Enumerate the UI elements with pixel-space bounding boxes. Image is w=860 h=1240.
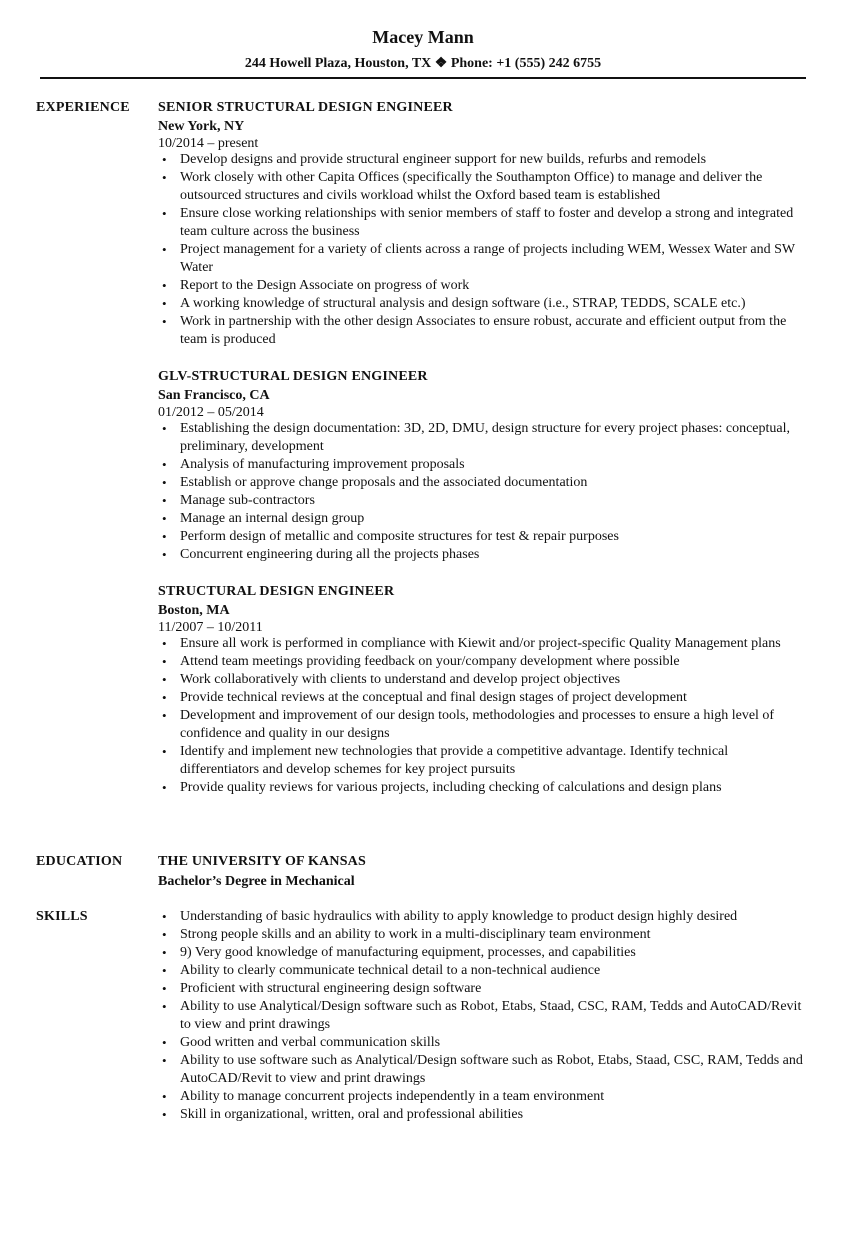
bullet-item: • Develop designs and provide structural engineer support for new builds, refurbs and remodels <box>158 151 810 169</box>
bullet-item: • Report to the Design Associate on progress of work <box>158 277 810 295</box>
resume-header <box>0 24 846 73</box>
bullet-item: • A working knowledge of structural analysis and design software (i.e., STRAP, TEDDS, SCALE etc.) <box>158 295 810 313</box>
skills-list <box>158 908 810 1124</box>
bullet-item: • Analysis of manufacturing improvement proposals <box>158 456 810 474</box>
skill-item: • Understanding of basic hydraulics with ability to apply knowledge to product design highly desired <box>158 908 810 926</box>
skill-item: • 9) Very good knowledge of manufacturing equipment, processes, and capabilities <box>158 944 810 962</box>
skill-item: • Ability to use Analytical/Design software such as Robot, Etabs, Staad, CSC, RAM, Tedds and AutoCAD/Revit to view and print drawings <box>158 998 810 1034</box>
job-bullets <box>158 635 810 797</box>
school-name: THE UNIVERSITY OF KANSAS <box>158 854 366 869</box>
bullet-item: • Concurrent engineering during all the projects phases <box>158 546 810 564</box>
bullet-item: • Establish or approve change proposals and the associated documentation <box>158 474 810 492</box>
skill-item: • Proficient with structural engineering design software <box>158 980 810 998</box>
job-dates: 11/2007 – 10/2011 <box>158 620 263 635</box>
skill-item: • Skill in organizational, written, oral and professional abilities <box>158 1106 810 1124</box>
candidate-name: Macey Mann <box>372 27 474 47</box>
contact-line: 244 Howell Plaza, Houston, TX ❖ Phone: +1 (555) 242 6755 <box>244 56 602 71</box>
job-location: New York, NY <box>158 119 245 134</box>
job-title: GLV-STRUCTURAL DESIGN ENGINEER <box>158 369 428 384</box>
bullet-item: • Work in partnership with the other design Associates to ensure robust, accurate and efficient output from the team is produced <box>158 313 810 349</box>
job-entry <box>158 368 810 564</box>
job-dates: 10/2014 – present <box>158 136 259 151</box>
bullet-item: • Perform design of metallic and composite structures for test & repair purposes <box>158 528 810 546</box>
job-location: Boston, MA <box>158 603 230 618</box>
skill-item: • Ability to manage concurrent projects independently in a team environment <box>158 1088 810 1106</box>
section-label-experience: EXPERIENCE <box>36 100 130 115</box>
bullet-item: • Manage sub-contractors <box>158 492 810 510</box>
bullet-item: • Provide technical reviews at the conceptual and final design stages of project development <box>158 689 810 707</box>
bullet-item: • Attend team meetings providing feedback on your/company development where possible <box>158 653 810 671</box>
section-label-education: EDUCATION <box>36 854 123 869</box>
job-dates: 01/2012 – 05/2014 <box>158 405 264 420</box>
bullet-item: • Development and improvement of our design tools, methodologies and processes to ensure a high level of confidence and quality in our designs <box>158 707 810 743</box>
skill-item: • Strong people skills and an ability to work in a multi-disciplinary team environment <box>158 926 810 944</box>
job-entry <box>158 583 810 797</box>
skill-item: • Good written and verbal communication skills <box>158 1034 810 1052</box>
job-location: San Francisco, CA <box>158 388 270 403</box>
bullet-item: • Identify and implement new technologies that provide a competitive advantage. Identify technical differentiators and develop schemes for key project pursuits <box>158 743 810 779</box>
header-divider <box>40 77 806 79</box>
skills-body <box>158 908 810 1124</box>
skill-item: • Ability to use software such as Analytical/Design software such as Robot, Etabs, Staad, CSC, RAM, Tedds and AutoCAD/Revit to view and print drawings <box>158 1052 810 1088</box>
experience-body <box>158 99 810 816</box>
bullet-item: • Ensure all work is performed in compliance with Kiewit and/or project-specific Quality Management plans <box>158 635 810 653</box>
skill-item: • Ability to clearly communicate technical detail to a non-technical audience <box>158 962 810 980</box>
section-label-skills: SKILLS <box>36 909 88 924</box>
bullet-item: • Ensure close working relationships with senior members of staff to foster and develop a strong and integrated team culture across the business <box>158 205 810 241</box>
bullet-item: • Provide quality reviews for various projects, including checking of calculations and design plans <box>158 779 810 797</box>
job-bullets <box>158 420 810 564</box>
bullet-item: • Project management for a variety of clients across a range of projects including WEM, Wessex Water and SW Water <box>158 241 810 277</box>
job-title: STRUCTURAL DESIGN ENGINEER <box>158 584 395 599</box>
job-title: SENIOR STRUCTURAL DESIGN ENGINEER <box>158 100 453 115</box>
degree: Bachelor’s Degree in Mechanical <box>158 874 355 889</box>
job-bullets <box>158 151 810 349</box>
bullet-item: • Establishing the design documentation: 3D, 2D, DMU, design structure for every project phases: conceptual, preliminary, development <box>158 420 810 456</box>
education-body <box>158 853 810 891</box>
bullet-item: • Manage an internal design group <box>158 510 810 528</box>
bullet-item: • Work closely with other Capita Offices (specifically the Southampton Office) to manage and deliver the outsourced structures and civils workload whilst the Oxford based team is established <box>158 169 810 205</box>
job-entry <box>158 99 810 349</box>
bullet-item: • Work collaboratively with clients to understand and develop project objectives <box>158 671 810 689</box>
